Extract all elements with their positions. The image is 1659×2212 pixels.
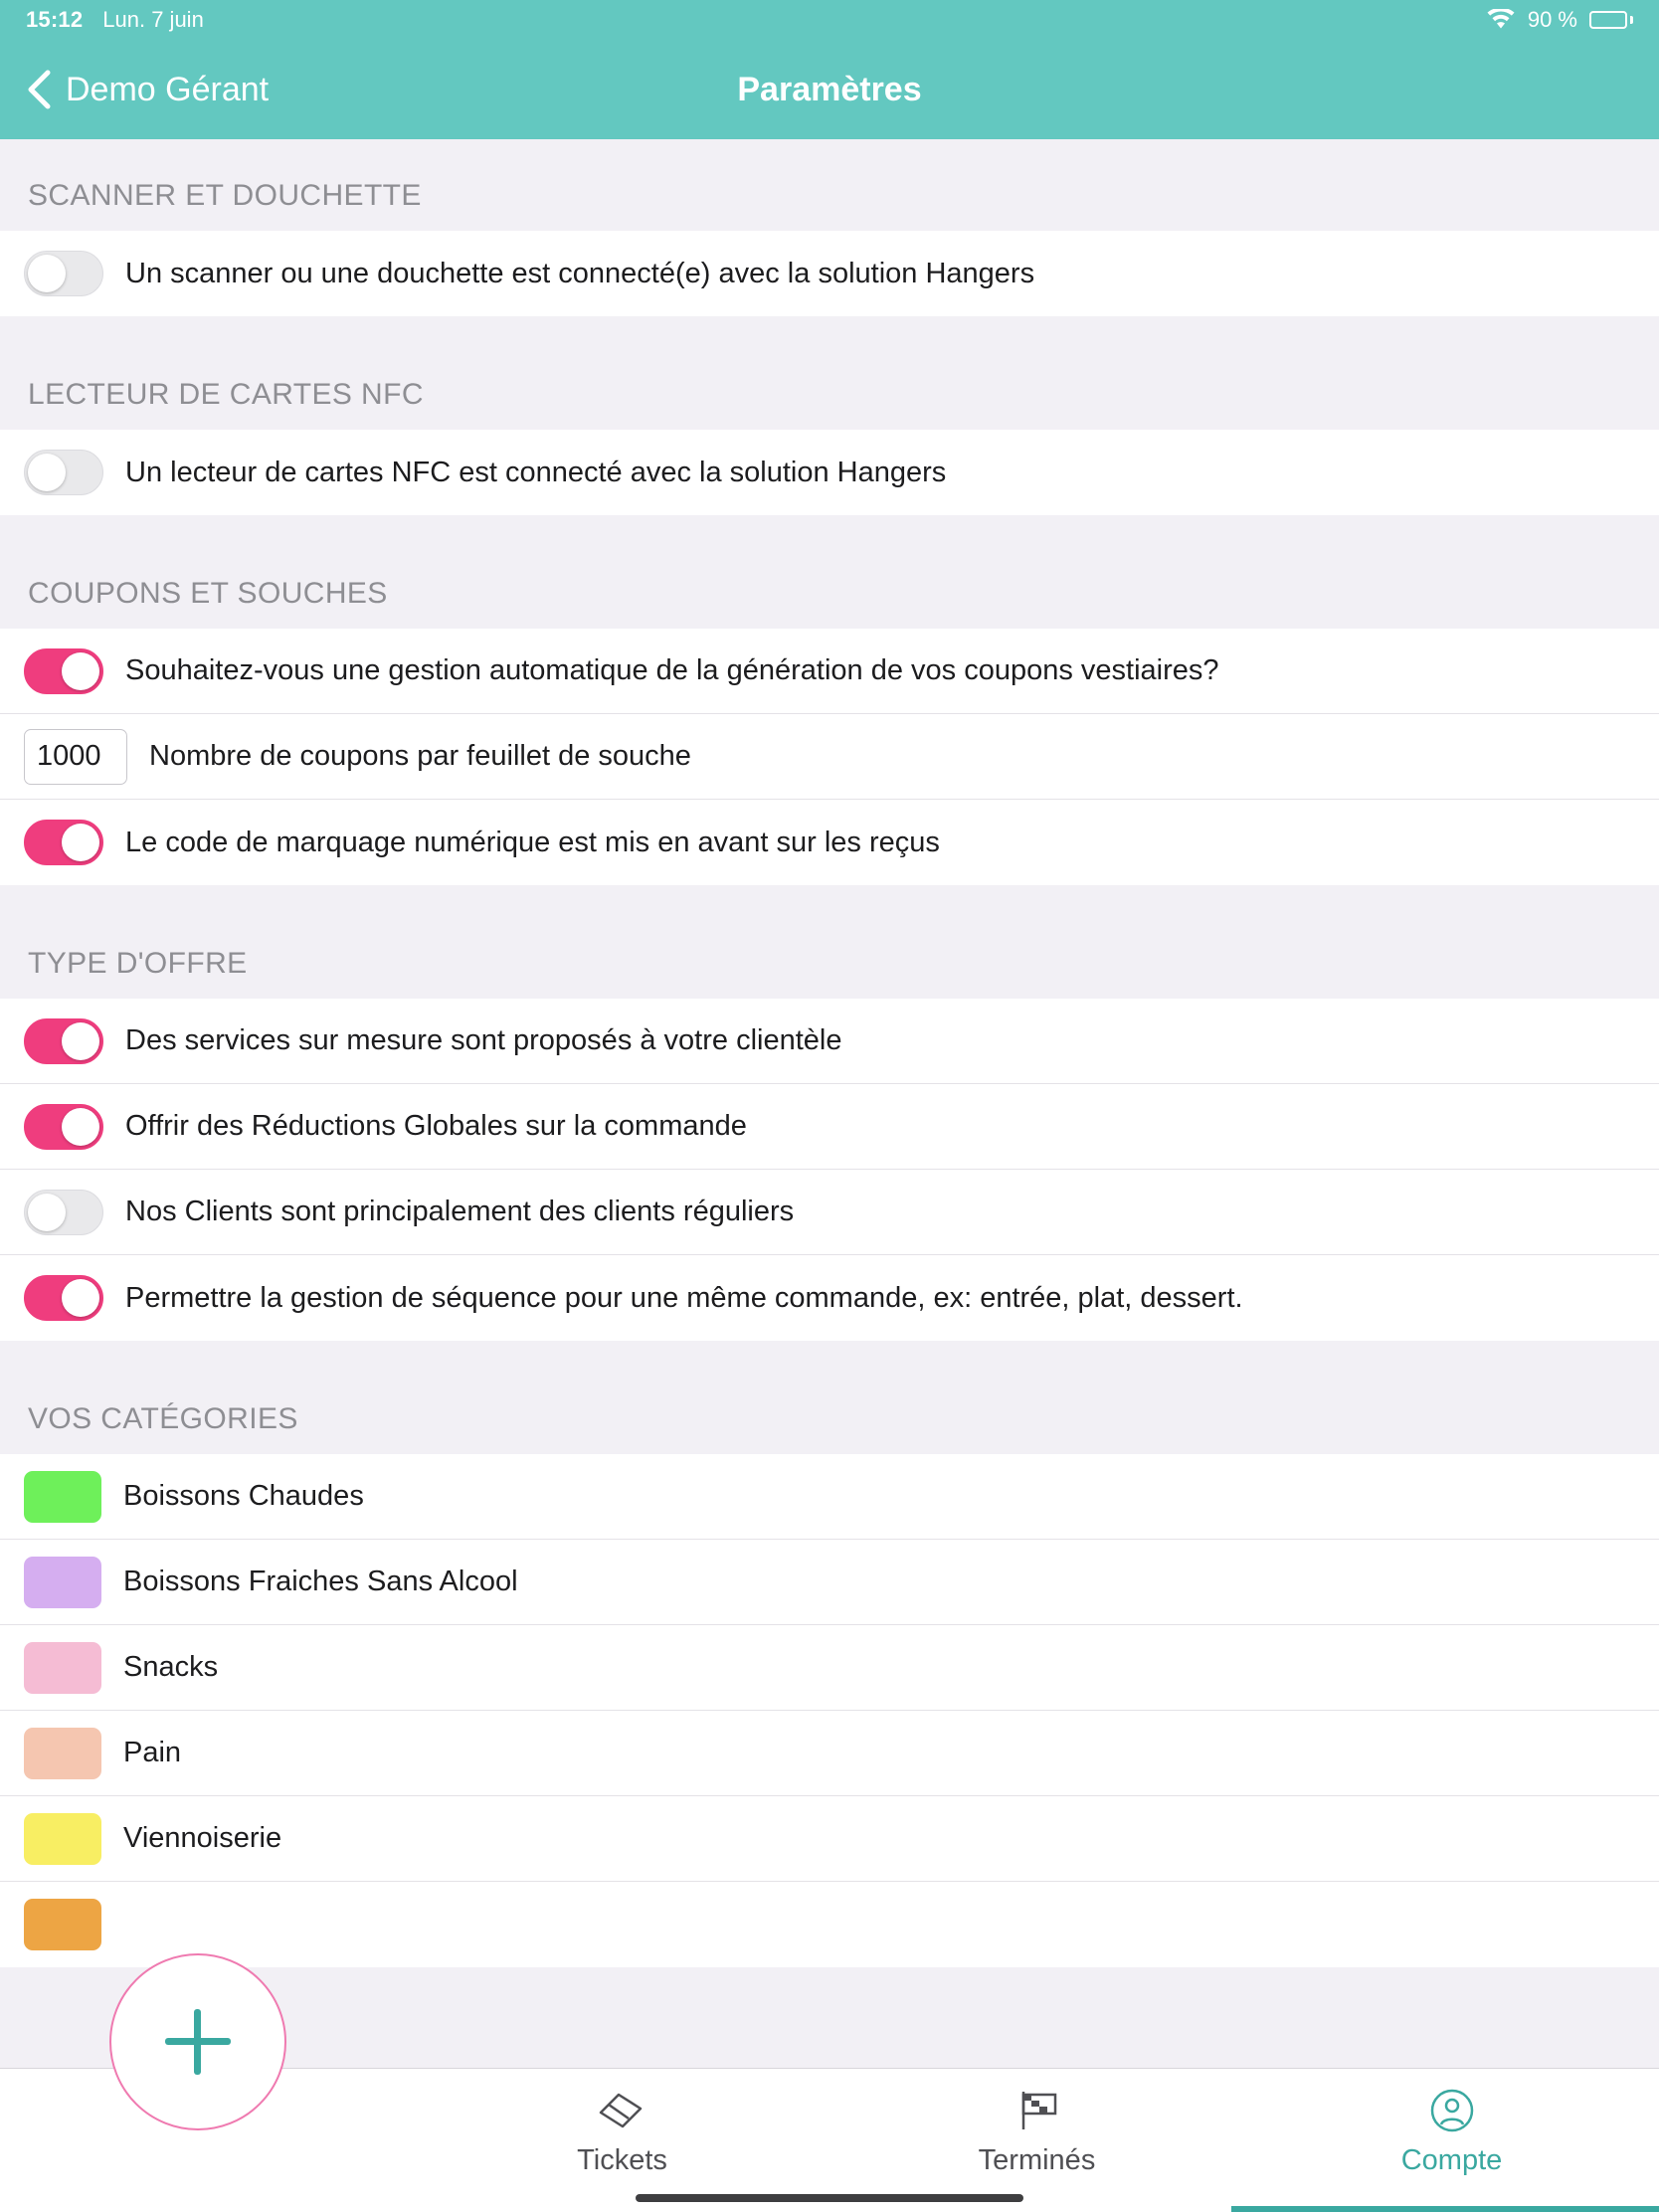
home-indicator xyxy=(636,2194,1023,2202)
section-gap xyxy=(0,885,1659,907)
toggle-switch[interactable] xyxy=(24,648,103,694)
row-label: Un lecteur de cartes NFC est connecté avec la solution Hangers xyxy=(125,456,947,488)
section-header: LECTEUR DE CARTES NFC xyxy=(28,378,424,411)
settings-row-toggle[interactable] xyxy=(0,1084,1659,1170)
category-color-swatch[interactable] xyxy=(24,1557,101,1608)
back-button-label: Demo Gérant xyxy=(66,70,270,108)
row-label: Offrir des Réductions Globales sur la commande xyxy=(125,1110,747,1142)
chevron-left-icon xyxy=(26,69,52,110)
row-label: Snacks xyxy=(123,1651,219,1683)
toggle-switch[interactable] xyxy=(24,820,103,865)
battery-percent-label: 90 % xyxy=(1527,7,1577,32)
row-label: Boissons Fraiches Sans Alcool xyxy=(123,1566,518,1597)
section-rows xyxy=(0,629,1659,885)
settings-row-toggle[interactable] xyxy=(0,999,1659,1084)
section-gap xyxy=(0,316,1659,338)
row-label: Des services sur mesure sont proposés à votre clientèle xyxy=(125,1024,842,1056)
tab-tickets-label: Tickets xyxy=(577,2144,667,2176)
category-row[interactable] xyxy=(0,1625,1659,1711)
flag-icon xyxy=(1012,2085,1063,2136)
section-gap xyxy=(0,515,1659,537)
section-rows xyxy=(0,231,1659,316)
row-label: Un scanner ou une douchette est connecté(e) avec la solution Hangers xyxy=(125,257,1035,289)
section-rows xyxy=(0,1454,1659,1967)
toggle-knob xyxy=(62,1108,99,1146)
settings-list[interactable] xyxy=(0,139,1659,2212)
toggle-knob xyxy=(62,652,99,690)
status-bar xyxy=(0,0,1659,40)
status-right-cluster xyxy=(1486,7,1633,33)
page-title: Paramètres xyxy=(737,70,922,108)
toggle-switch[interactable] xyxy=(24,1275,103,1321)
settings-row-toggle[interactable] xyxy=(0,231,1659,316)
settings-row-input[interactable] xyxy=(0,714,1659,800)
settings-row-toggle[interactable] xyxy=(0,800,1659,885)
plus-icon xyxy=(165,2009,231,2075)
category-color-swatch[interactable] xyxy=(24,1642,101,1694)
tab-termines[interactable] xyxy=(830,2069,1244,2177)
tickets-icon xyxy=(595,2085,650,2136)
category-row[interactable] xyxy=(0,1796,1659,1882)
tab-active-accent xyxy=(1231,2206,1659,2212)
toggle-knob xyxy=(28,1194,66,1231)
toggle-switch[interactable] xyxy=(24,1104,103,1150)
row-label: Viennoiserie xyxy=(123,1822,282,1854)
row-label: Le code de marquage numérique est mis en avant sur les reçus xyxy=(125,826,940,858)
toggle-switch[interactable] xyxy=(24,1018,103,1064)
battery-icon xyxy=(1589,11,1633,29)
tab-tickets[interactable] xyxy=(415,2069,830,2177)
toggle-switch[interactable] xyxy=(24,251,103,296)
section-gap xyxy=(0,1341,1659,1363)
category-color-swatch[interactable] xyxy=(24,1813,101,1865)
category-color-swatch[interactable] xyxy=(24,1471,101,1523)
settings-row-toggle[interactable] xyxy=(0,629,1659,714)
tab-compte[interactable] xyxy=(1244,2069,1659,2177)
add-category-button[interactable] xyxy=(109,1953,286,2130)
tab-termines-label: Terminés xyxy=(978,2144,1096,2176)
back-button[interactable] xyxy=(26,69,269,110)
account-icon xyxy=(1428,2085,1476,2136)
settings-row-toggle[interactable] xyxy=(0,1255,1659,1341)
toggle-knob xyxy=(28,255,66,292)
status-time: 15:12 xyxy=(26,7,84,32)
row-label: Pain xyxy=(123,1737,182,1768)
status-date: Lun. 7 juin xyxy=(102,7,204,32)
row-label: Nombre de coupons par feuillet de souche xyxy=(149,740,691,772)
section-rows xyxy=(0,430,1659,515)
section-header: COUPONS ET SOUCHES xyxy=(28,577,388,610)
row-label: Souhaitez-vous une gestion automatique de la génération de vos coupons vestiaires? xyxy=(125,654,1219,686)
row-label: Nos Clients sont principalement des clients réguliers xyxy=(125,1196,795,1227)
category-row[interactable] xyxy=(0,1454,1659,1540)
category-row[interactable] xyxy=(0,1540,1659,1625)
navigation-bar xyxy=(0,40,1659,139)
settings-row-toggle[interactable] xyxy=(0,1170,1659,1255)
category-color-swatch[interactable] xyxy=(24,1899,101,1950)
section-header: VOS CATÉGORIES xyxy=(28,1402,298,1435)
wifi-icon xyxy=(1486,9,1516,31)
coupons-per-sheet-input[interactable]: 1000 xyxy=(24,729,127,785)
category-row[interactable] xyxy=(0,1882,1659,1967)
section-header: SCANNER ET DOUCHETTE xyxy=(28,179,422,212)
category-row[interactable] xyxy=(0,1711,1659,1796)
category-color-swatch[interactable] xyxy=(24,1728,101,1779)
toggle-knob xyxy=(62,1022,99,1060)
toggle-knob xyxy=(62,824,99,861)
row-label: Permettre la gestion de séquence pour une même commande, ex: entrée, plat, dessert. xyxy=(125,1281,1243,1314)
toggle-knob xyxy=(28,454,66,491)
toggle-knob xyxy=(62,1279,99,1317)
tab-compte-label: Compte xyxy=(1400,2144,1503,2176)
settings-row-toggle[interactable] xyxy=(0,430,1659,515)
section-rows xyxy=(0,999,1659,1341)
toggle-switch[interactable] xyxy=(24,1190,103,1235)
row-label: Boissons Chaudes xyxy=(123,1480,364,1512)
section-header: TYPE D'OFFRE xyxy=(28,947,248,980)
toggle-switch[interactable] xyxy=(24,450,103,495)
